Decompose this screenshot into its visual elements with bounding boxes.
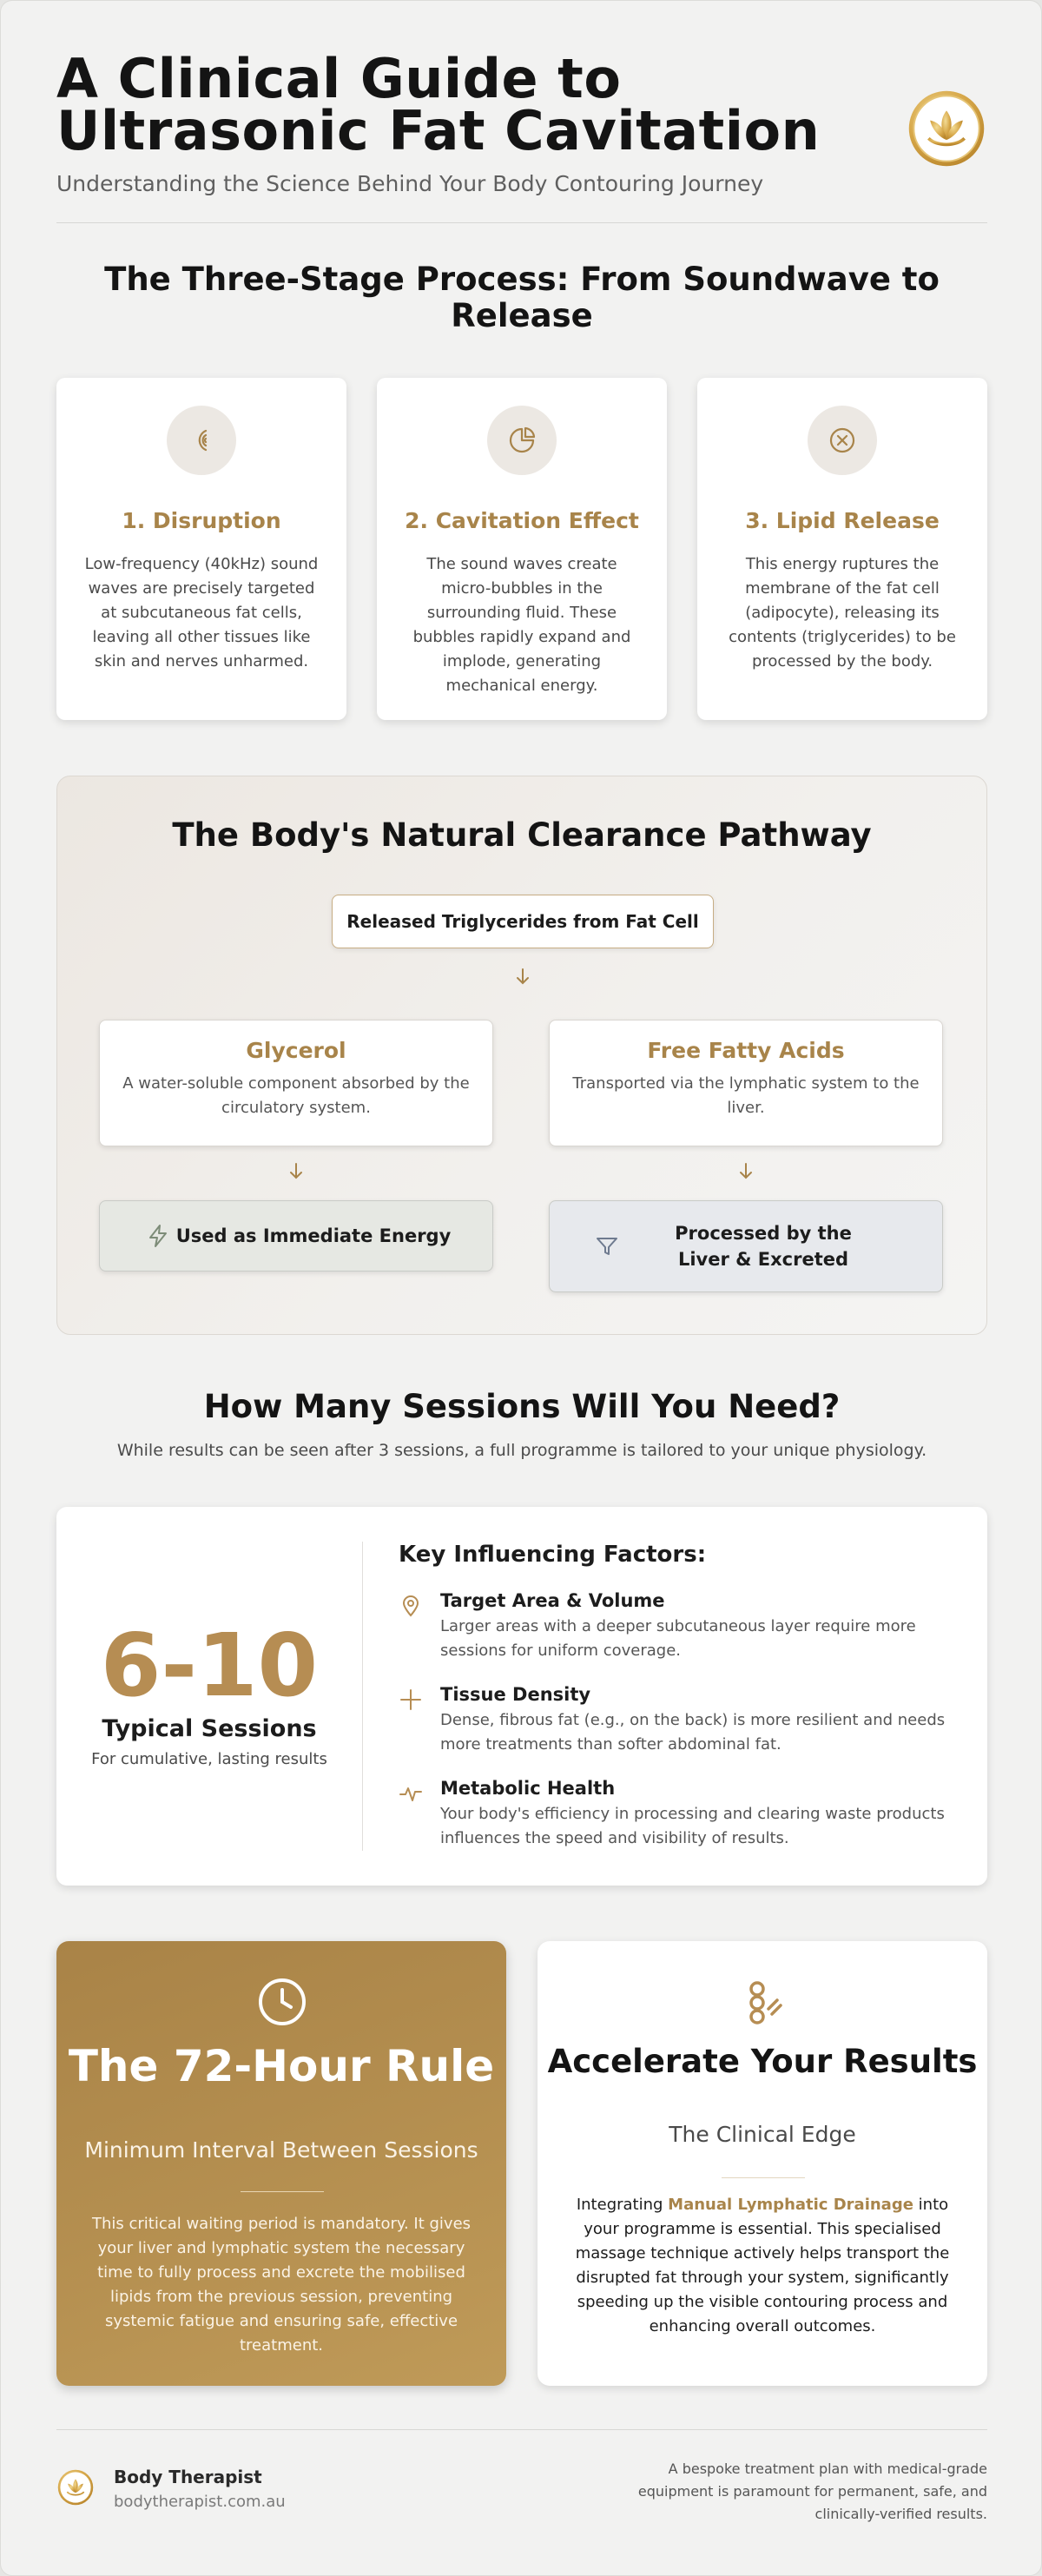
factor-title: Tissue Density [440, 1684, 591, 1705]
stage-title: 3. Lipid Release [745, 508, 940, 533]
stage-text: This energy ruptures the membrane of the fat cell (adipocyte), releasing its contents (triglycerides) to be processed by the body. [729, 555, 956, 670]
glycerol-box [99, 1020, 493, 1146]
stage-text: Low-frequency (40kHz) sound waves are precisely targeted at subcutaneous fat cells, leaving all other tissues like skin and nerves unharmed. [84, 555, 319, 670]
page-title: A Clinical Guide to Ultrasonic Fat Cavitation [56, 47, 821, 162]
footer-url[interactable]: bodytherapist.com.au [114, 2493, 286, 2511]
clearance-pathway [56, 776, 987, 1335]
immediate-energy-box [99, 1200, 493, 1271]
component-title: Free Fatty Acids [647, 1038, 845, 1063]
accelerate-title: Accelerate Your Results [547, 2043, 978, 2080]
lotus-logo-icon [56, 2468, 95, 2507]
divider [241, 2191, 324, 2192]
pathway-title: The Body's Natural Clearance Pathway [172, 816, 872, 854]
sessions-number-sub: For cumulative, lasting results [91, 1750, 327, 1768]
rule-title: The 72-Hour Rule [68, 2041, 495, 2091]
accelerate-subtitle: The Clinical Edge [669, 2122, 856, 2147]
sessions-title: How Many Sessions Will You Need? [203, 1388, 841, 1425]
rule-text: This critical waiting period is mandatory. It gives your liver and lymphatic system the necessary time to fully process and excrete the mobilised lipids from the previous session, preventing systemic fatigue and ensuring safe, effective treatment. [91, 2215, 472, 2355]
factor-item [399, 1684, 963, 1757]
fatty-acids-box [549, 1020, 943, 1146]
component-title: Glycerol [246, 1038, 346, 1063]
lotus-logo-icon [906, 88, 987, 169]
massage-hands-icon [737, 1978, 789, 2030]
factor-title: Metabolic Health [440, 1778, 616, 1799]
arrow-down-icon [286, 1160, 307, 1181]
page-subtitle: Understanding the Science Behind Your Body Contouring Journey [56, 171, 764, 196]
soundwave-icon [167, 406, 236, 475]
plus-icon [399, 1688, 423, 1712]
factors-title: Key Influencing Factors: [399, 1542, 707, 1568]
triglycerides-box: Released Triglycerides from Fat Cell [332, 895, 714, 948]
pie-chart-icon [487, 406, 557, 475]
stage-card-disruption [56, 378, 346, 720]
rule-card [56, 1941, 506, 2386]
stage-title: 1. Disruption [122, 508, 281, 533]
factor-text: Larger areas with a deeper subcutaneous layer require more sessions for uniform coverage. [440, 1617, 916, 1660]
text-before: Integrating [576, 2196, 669, 2214]
sessions-subtitle: While results can be seen after 3 sessions, a full programme is tailored to your unique physiology. [116, 1441, 927, 1460]
sessions-number-label: Typical Sessions [102, 1715, 317, 1742]
component-text: A water-soluble component absorbed by the circulatory system. [122, 1074, 470, 1117]
factor-text: Dense, fibrous fat (e.g., on the back) is more resilient and needs more treatments than softer abdominal fat. [440, 1711, 946, 1754]
factor-item [399, 1778, 963, 1851]
process-title: The Three-Stage Process: From Soundwave to Release [104, 261, 940, 334]
stage-text: The sound waves create micro-bubbles in the surrounding fluid. These bubbles rapidly expand and implode, generating mechanical energy. [412, 555, 631, 695]
x-circle-icon [808, 406, 877, 475]
factor-text: Your body's efficiency in processing and clearing waste products influences the speed and visibility of results. [440, 1805, 945, 1847]
highlight-term: Manual Lymphatic Drainage [668, 2196, 913, 2214]
filter-icon [595, 1234, 619, 1258]
factor-title: Target Area & Volume [440, 1590, 665, 1611]
clock-icon [256, 1976, 308, 2028]
sessions-number: 6-10 [100, 1615, 319, 1716]
footer-brand: Body Therapist [114, 2467, 262, 2487]
pulse-icon [399, 1781, 423, 1806]
rule-subtitle: Minimum Interval Between Sessions [84, 2137, 478, 2163]
result-label: Processed by the Liver & Excreted [675, 1223, 852, 1270]
map-pin-icon [399, 1594, 423, 1618]
accelerate-text [572, 2193, 953, 2339]
component-text: Transported via the lymphatic system to the liver. [572, 1074, 920, 1117]
factor-item [399, 1590, 963, 1663]
text-after: into your programme is essential. This specialised massage technique actively helps transport the disrupted fat through your system, significantly speeding up the visible contouring process and enhancing overall outcomes. [575, 2196, 950, 2335]
stage-card-cavitation [377, 378, 667, 720]
footer-note: A bespoke treatment plan with medical-grade equipment is paramount for permanent, safe, and clinically-verified results. [637, 2460, 987, 2522]
sessions-card [56, 1507, 987, 1886]
arrow-down-icon [735, 1160, 756, 1181]
lightning-icon [145, 1223, 171, 1249]
stage-card-lipid-release [697, 378, 987, 720]
divider [362, 1542, 363, 1851]
accelerate-card [537, 1941, 987, 2386]
result-label: Used as Immediate Energy [175, 1225, 452, 1246]
liver-excreted-box [549, 1200, 943, 1292]
footer [56, 2429, 987, 2525]
arrow-down-icon [512, 966, 533, 987]
divider [722, 2177, 805, 2178]
stage-title: 2. Cavitation Effect [405, 508, 639, 533]
header [56, 47, 987, 223]
